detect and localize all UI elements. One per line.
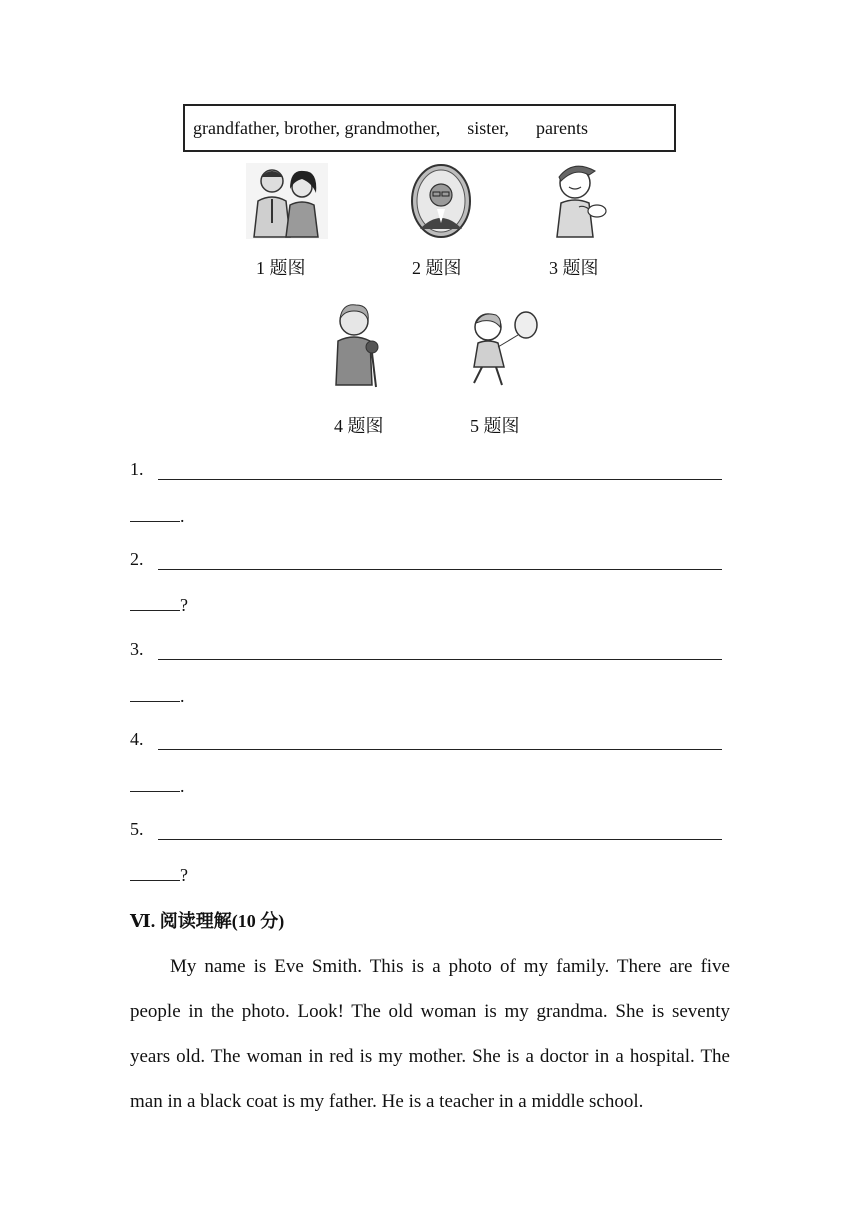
- answer-line[interactable]: [158, 659, 722, 660]
- boy-eating-icon: [545, 159, 615, 239]
- answer-line[interactable]: [158, 479, 722, 480]
- picture-caption: 2 题图: [412, 258, 462, 278]
- grandmother-icon: [328, 301, 384, 389]
- section-heading: Ⅵ. 阅读理解(10 分): [130, 911, 285, 931]
- answer-line[interactable]: [158, 749, 722, 750]
- answer-blank[interactable]: [130, 777, 180, 792]
- question-number: 3.: [130, 639, 144, 659]
- question-number: 2.: [130, 549, 144, 569]
- answer-line[interactable]: [158, 569, 722, 570]
- word-bank-text: grandfather, brother, grandmother, sister, parents: [193, 117, 588, 138]
- grandfather-portrait-icon: [410, 163, 472, 239]
- picture-caption: 4 题图: [334, 416, 384, 436]
- answer-blank[interactable]: [130, 687, 180, 702]
- answer-blank[interactable]: [130, 507, 180, 522]
- answer-blank[interactable]: [130, 866, 180, 881]
- reading-passage: My name is Eve Smith. This is a photo of my family. There are five people in the photo. Look! The old woman is my grandma. She is seventy years old. The woman in red is my mother. She is a doctor in a hospital. The man in a black coat is my father. He is a teacher in a middle school.: [130, 956, 730, 1112]
- question-number: 4.: [130, 729, 144, 749]
- picture-caption: 5 题图: [470, 416, 520, 436]
- picture-caption: 1 题图: [256, 258, 306, 278]
- answer-blank[interactable]: [130, 596, 180, 611]
- answer-line-end: .: [130, 506, 185, 527]
- girl-with-balloon-icon: [460, 305, 540, 389]
- question-number: 5.: [130, 819, 144, 839]
- answer-line-end: ?: [130, 865, 188, 886]
- question-number: 1.: [130, 459, 144, 479]
- couple-icon: [246, 163, 328, 239]
- picture-caption: 3 题图: [549, 258, 599, 278]
- answer-line[interactable]: [158, 839, 722, 840]
- word-bank-box: [183, 104, 676, 152]
- answer-line-end: .: [130, 686, 185, 707]
- answer-line-end: ?: [130, 595, 188, 616]
- answer-line-end: .: [130, 776, 185, 797]
